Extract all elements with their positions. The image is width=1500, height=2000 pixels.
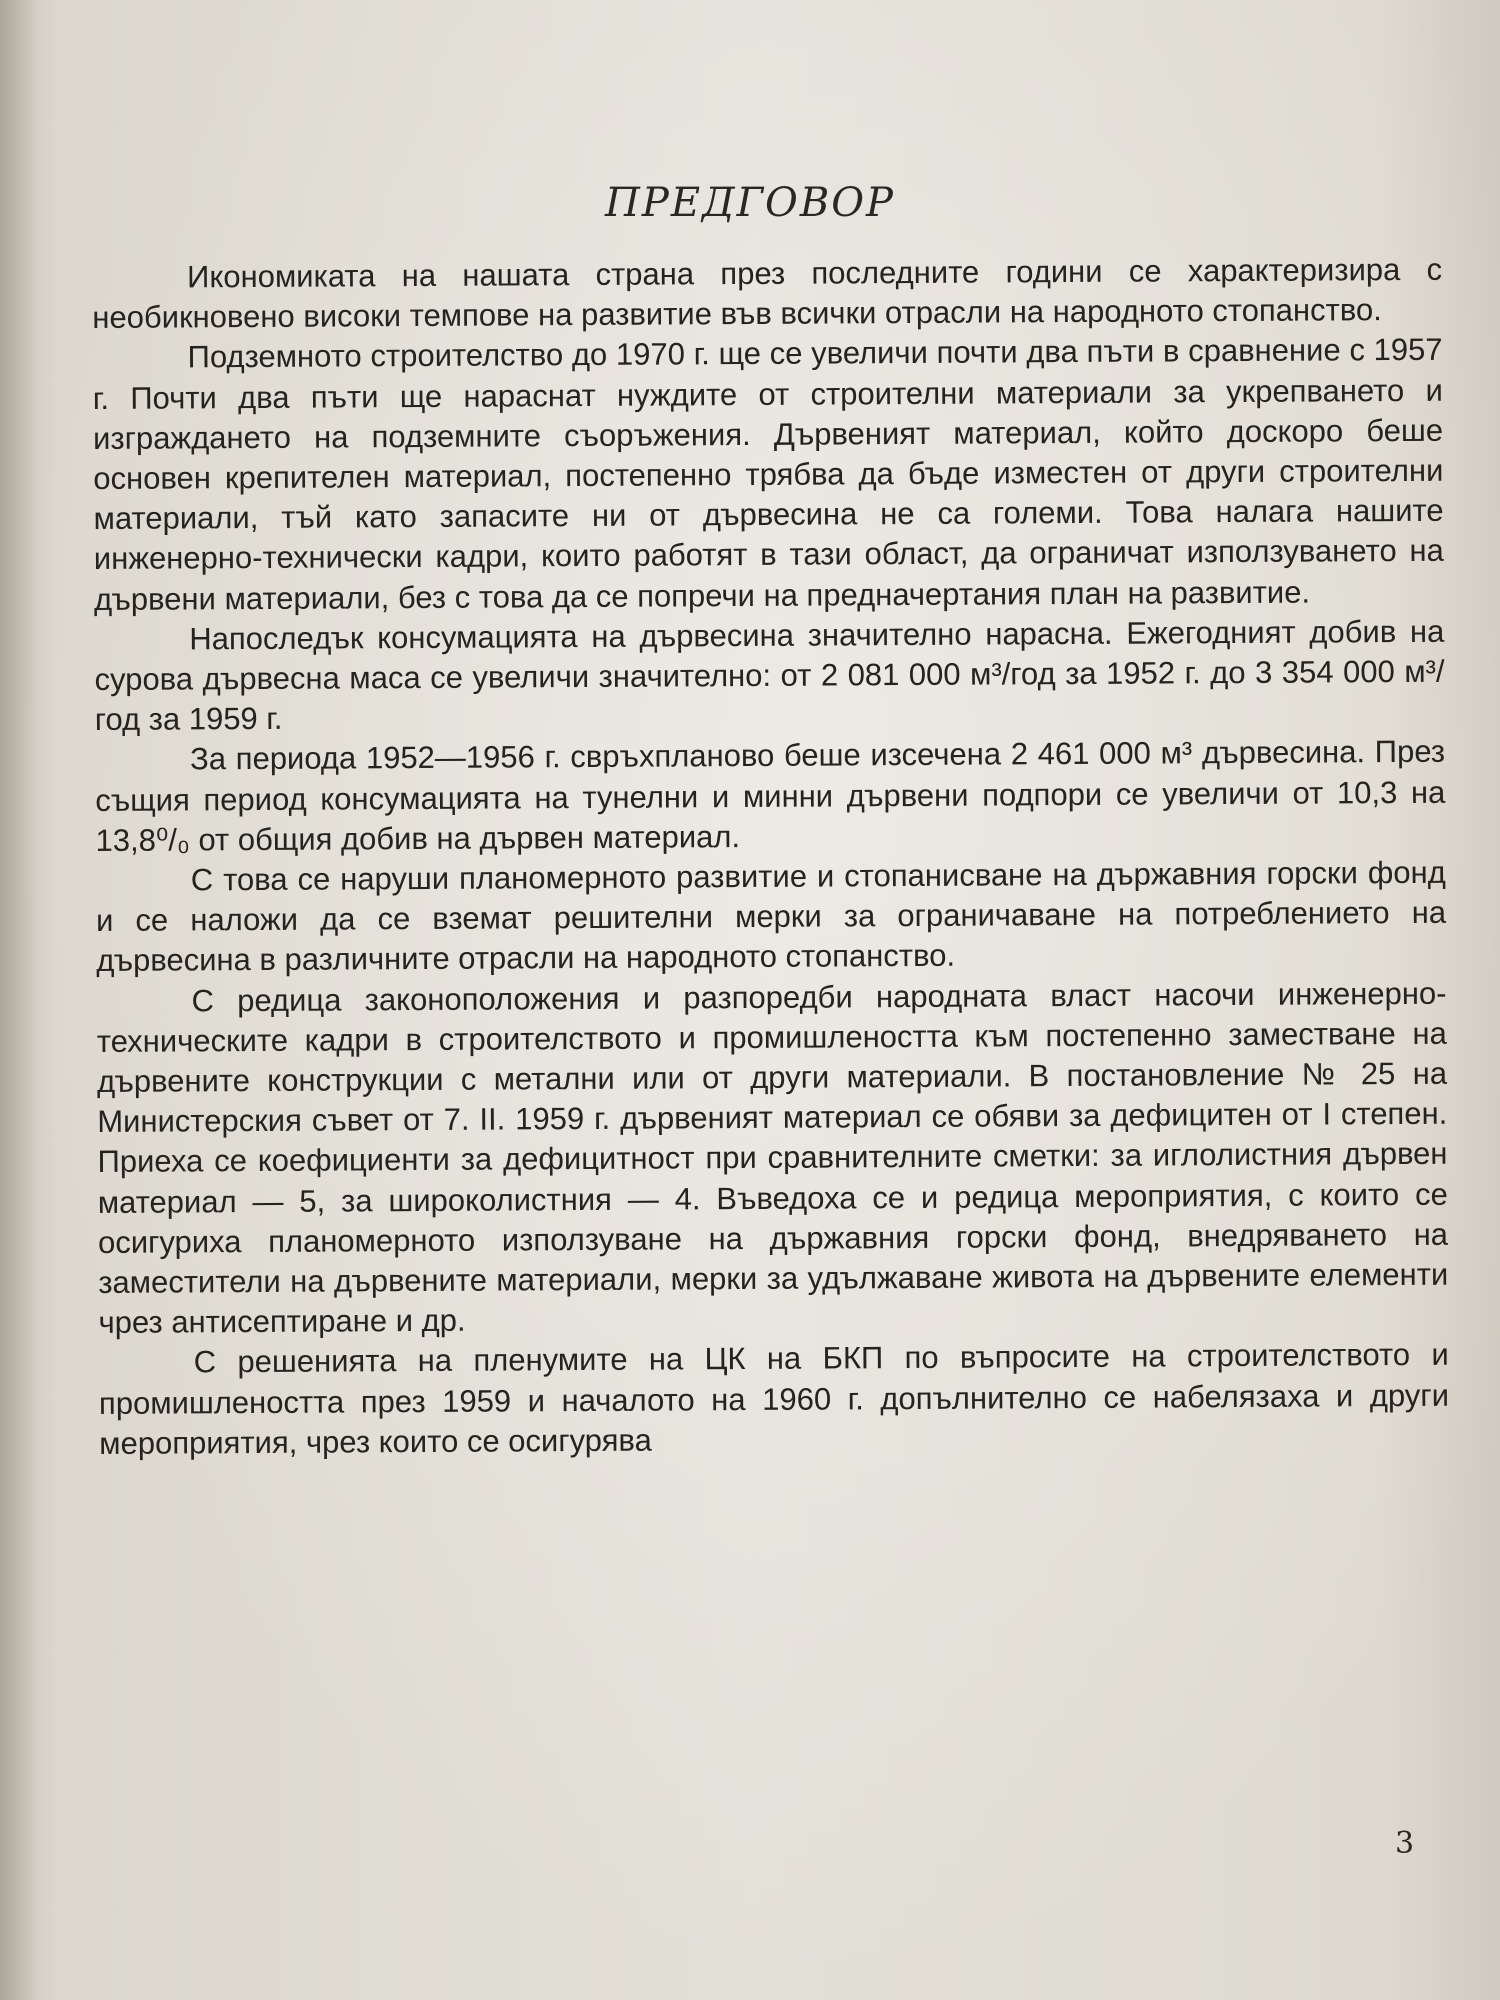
paragraph-7: С решенията на пленумите на ЦК на БКП по въпросите на строителството и промишлеността през 1959 и началото на 1960 г. допълнително се набелязаха и други мероприятия, чрез които се осигурява xyxy=(98,1337,1450,1461)
binding-shadow xyxy=(0,0,38,2000)
paragraph-5: С това се наруши планомерното развитие и стопанисване на държавния горски фонд и се наложи да се вземат решителни мерки за ограничаване на потреблението на дървесина в различните отрасли на народното стопанство. xyxy=(95,854,1447,979)
page-title: ПРЕДГОВОР xyxy=(605,180,895,226)
paragraph-3: Напоследък консумацията на дървесина значително нарасна. Ежегодният добив на сурова дървесна маса се увеличи значително: от 2 081 000 м³/год за 1952 г. до 3 354 000 м³/год за 1959 г. xyxy=(94,613,1445,738)
page-number: 3 xyxy=(1395,1826,1415,1861)
paragraph-1: Икономиката на нашата страна през последните години се характеризира с необикновено високи темпове на развитие във всички отрасли на народното стопанство. xyxy=(92,251,1443,336)
paragraph-6: С редица законоположения и разпоредби народната власт насочи инженерно-техническите кадри в строителството и промишлеността към постепенно заместване на дървените конструкции с метални или от други материали. В постановление № 25 на Министерския съвет от 7. II. 1959 г. дървеният материал се обяви за дефицитен от I степен. Приеха се коефициенти за дефицитност при сравнителните сметки: за иглолистния дървен материал — 5, за широколистния — 4. Въведоха се и редица мероприятия, с които се осигуриха планомерното използуване на държавния горски фонд, внедряването на заместители на дървените материали, мерки за удължаване живота на дървените елементи чрез антисептиране и др. xyxy=(96,975,1449,1341)
body-text xyxy=(92,250,1449,1464)
paragraph-4: За периода 1952—1956 г. свръхпланово беше изсечена 2 461 000 м³ дървесина. През същия период консумацията на тунелни и минни дървени подпори се увеличи от 10,3 на 13,8⁰/₀ от общия добив на дървен материал. xyxy=(95,734,1446,858)
paragraph-2: Подземното строителство до 1970 г. ще се увеличи почти два пъти в сравнение с 1957 г. Почти два пъти ще нараснат нуждите от строителни материали за укрепването и изграждането на подземните съоръжения. Дървеният материал, който доскоро беше основен крепителен материал, постепенно трябва да бъде изместен от други строителни материали, тъй като запасите ни от дървесина не са големи. Това налага нашите инженерно-технически кадри, които работят в тази област, да ограничат използуването на дървени материали, без с това да се попречи на предначертания план на развитие. xyxy=(92,332,1444,617)
